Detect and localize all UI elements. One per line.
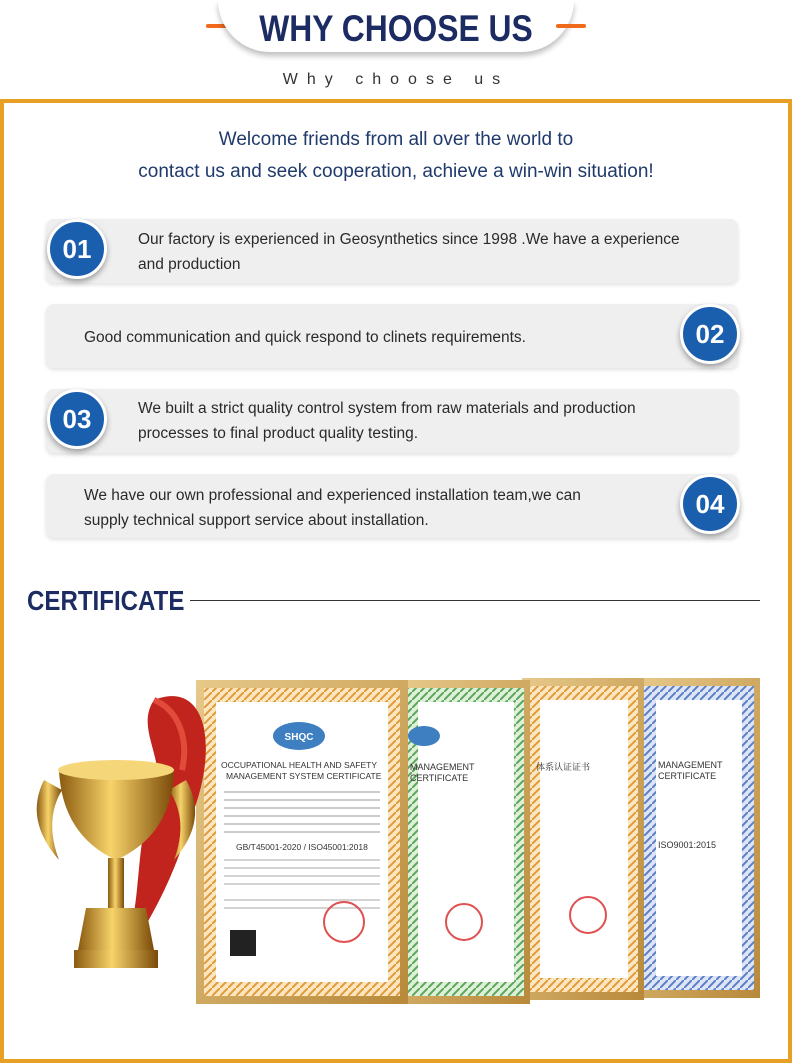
reason-line: We built a strict quality control system from raw materials and production xyxy=(138,400,636,417)
page-title: WHY CHOOSE US xyxy=(259,8,533,49)
cert1-heading-2: MANAGEMENT SYSTEM CERTIFICATE xyxy=(226,771,382,781)
cert1-standard: GB/T45001-2020 / ISO45001:2018 xyxy=(236,842,368,852)
cert2-heading-1: MANAGEMENT xyxy=(410,762,475,772)
reason-text xyxy=(138,227,680,277)
certificate-title: CERTIFICATE xyxy=(27,585,185,616)
reason-item-04 xyxy=(46,474,738,538)
reason-line: supply technical support service about installation. xyxy=(84,512,429,529)
intro-line-1: Welcome friends from all over the world to xyxy=(218,129,574,150)
shqc-logo-icon xyxy=(408,726,440,746)
number-badge-01: 01 xyxy=(47,219,107,279)
cert4-heading-1: MANAGEMENT xyxy=(658,760,723,770)
header-right-dash xyxy=(556,24,586,28)
reason-line: and production xyxy=(138,256,241,273)
certificate-divider xyxy=(190,600,760,601)
reason-text xyxy=(138,396,636,446)
reason-line: processes to final product quality testing. xyxy=(138,425,419,442)
certificate-card-1 xyxy=(196,680,408,1004)
reason-text xyxy=(84,483,581,533)
cert4-heading-2: CERTIFICATE xyxy=(658,771,717,781)
section-header xyxy=(0,0,792,100)
cert2-heading-2: CERTIFICATE xyxy=(410,773,469,783)
certificate-card-3 xyxy=(522,678,644,1000)
reason-line: Our factory is experienced in Geosynthetics since 1998 .We have a experience xyxy=(138,231,680,248)
reason-item-01 xyxy=(46,219,738,283)
shqc-logo-text: SHQC xyxy=(284,732,314,743)
cert4-standard: ISO9001:2015 xyxy=(658,840,717,850)
reason-line: Good communication and quick respond to clinets requirements. xyxy=(84,329,526,346)
reason-item-03 xyxy=(46,389,738,453)
intro-text xyxy=(4,124,788,188)
page-subtitle: Why choose us xyxy=(282,71,510,88)
reason-text xyxy=(84,325,526,350)
certificate-card-2 xyxy=(400,680,530,1004)
intro-line-2: contact us and seek cooperation, achieve a win-win situation! xyxy=(138,161,654,182)
number-badge-02: 02 xyxy=(680,304,740,364)
number-badge-04: 04 xyxy=(680,474,740,534)
qr-code-icon xyxy=(230,930,256,956)
reason-line: We have our own professional and experienced installation team,we can xyxy=(84,487,581,504)
cert3-heading: 体系认证证书 xyxy=(536,763,591,773)
certificate-illustration xyxy=(4,660,788,1055)
number-badge-03: 03 xyxy=(47,389,107,449)
certificate-card-4 xyxy=(636,678,760,998)
cert1-heading-1: OCCUPATIONAL HEALTH AND SAFETY xyxy=(221,760,378,770)
reason-item-02 xyxy=(46,304,738,368)
